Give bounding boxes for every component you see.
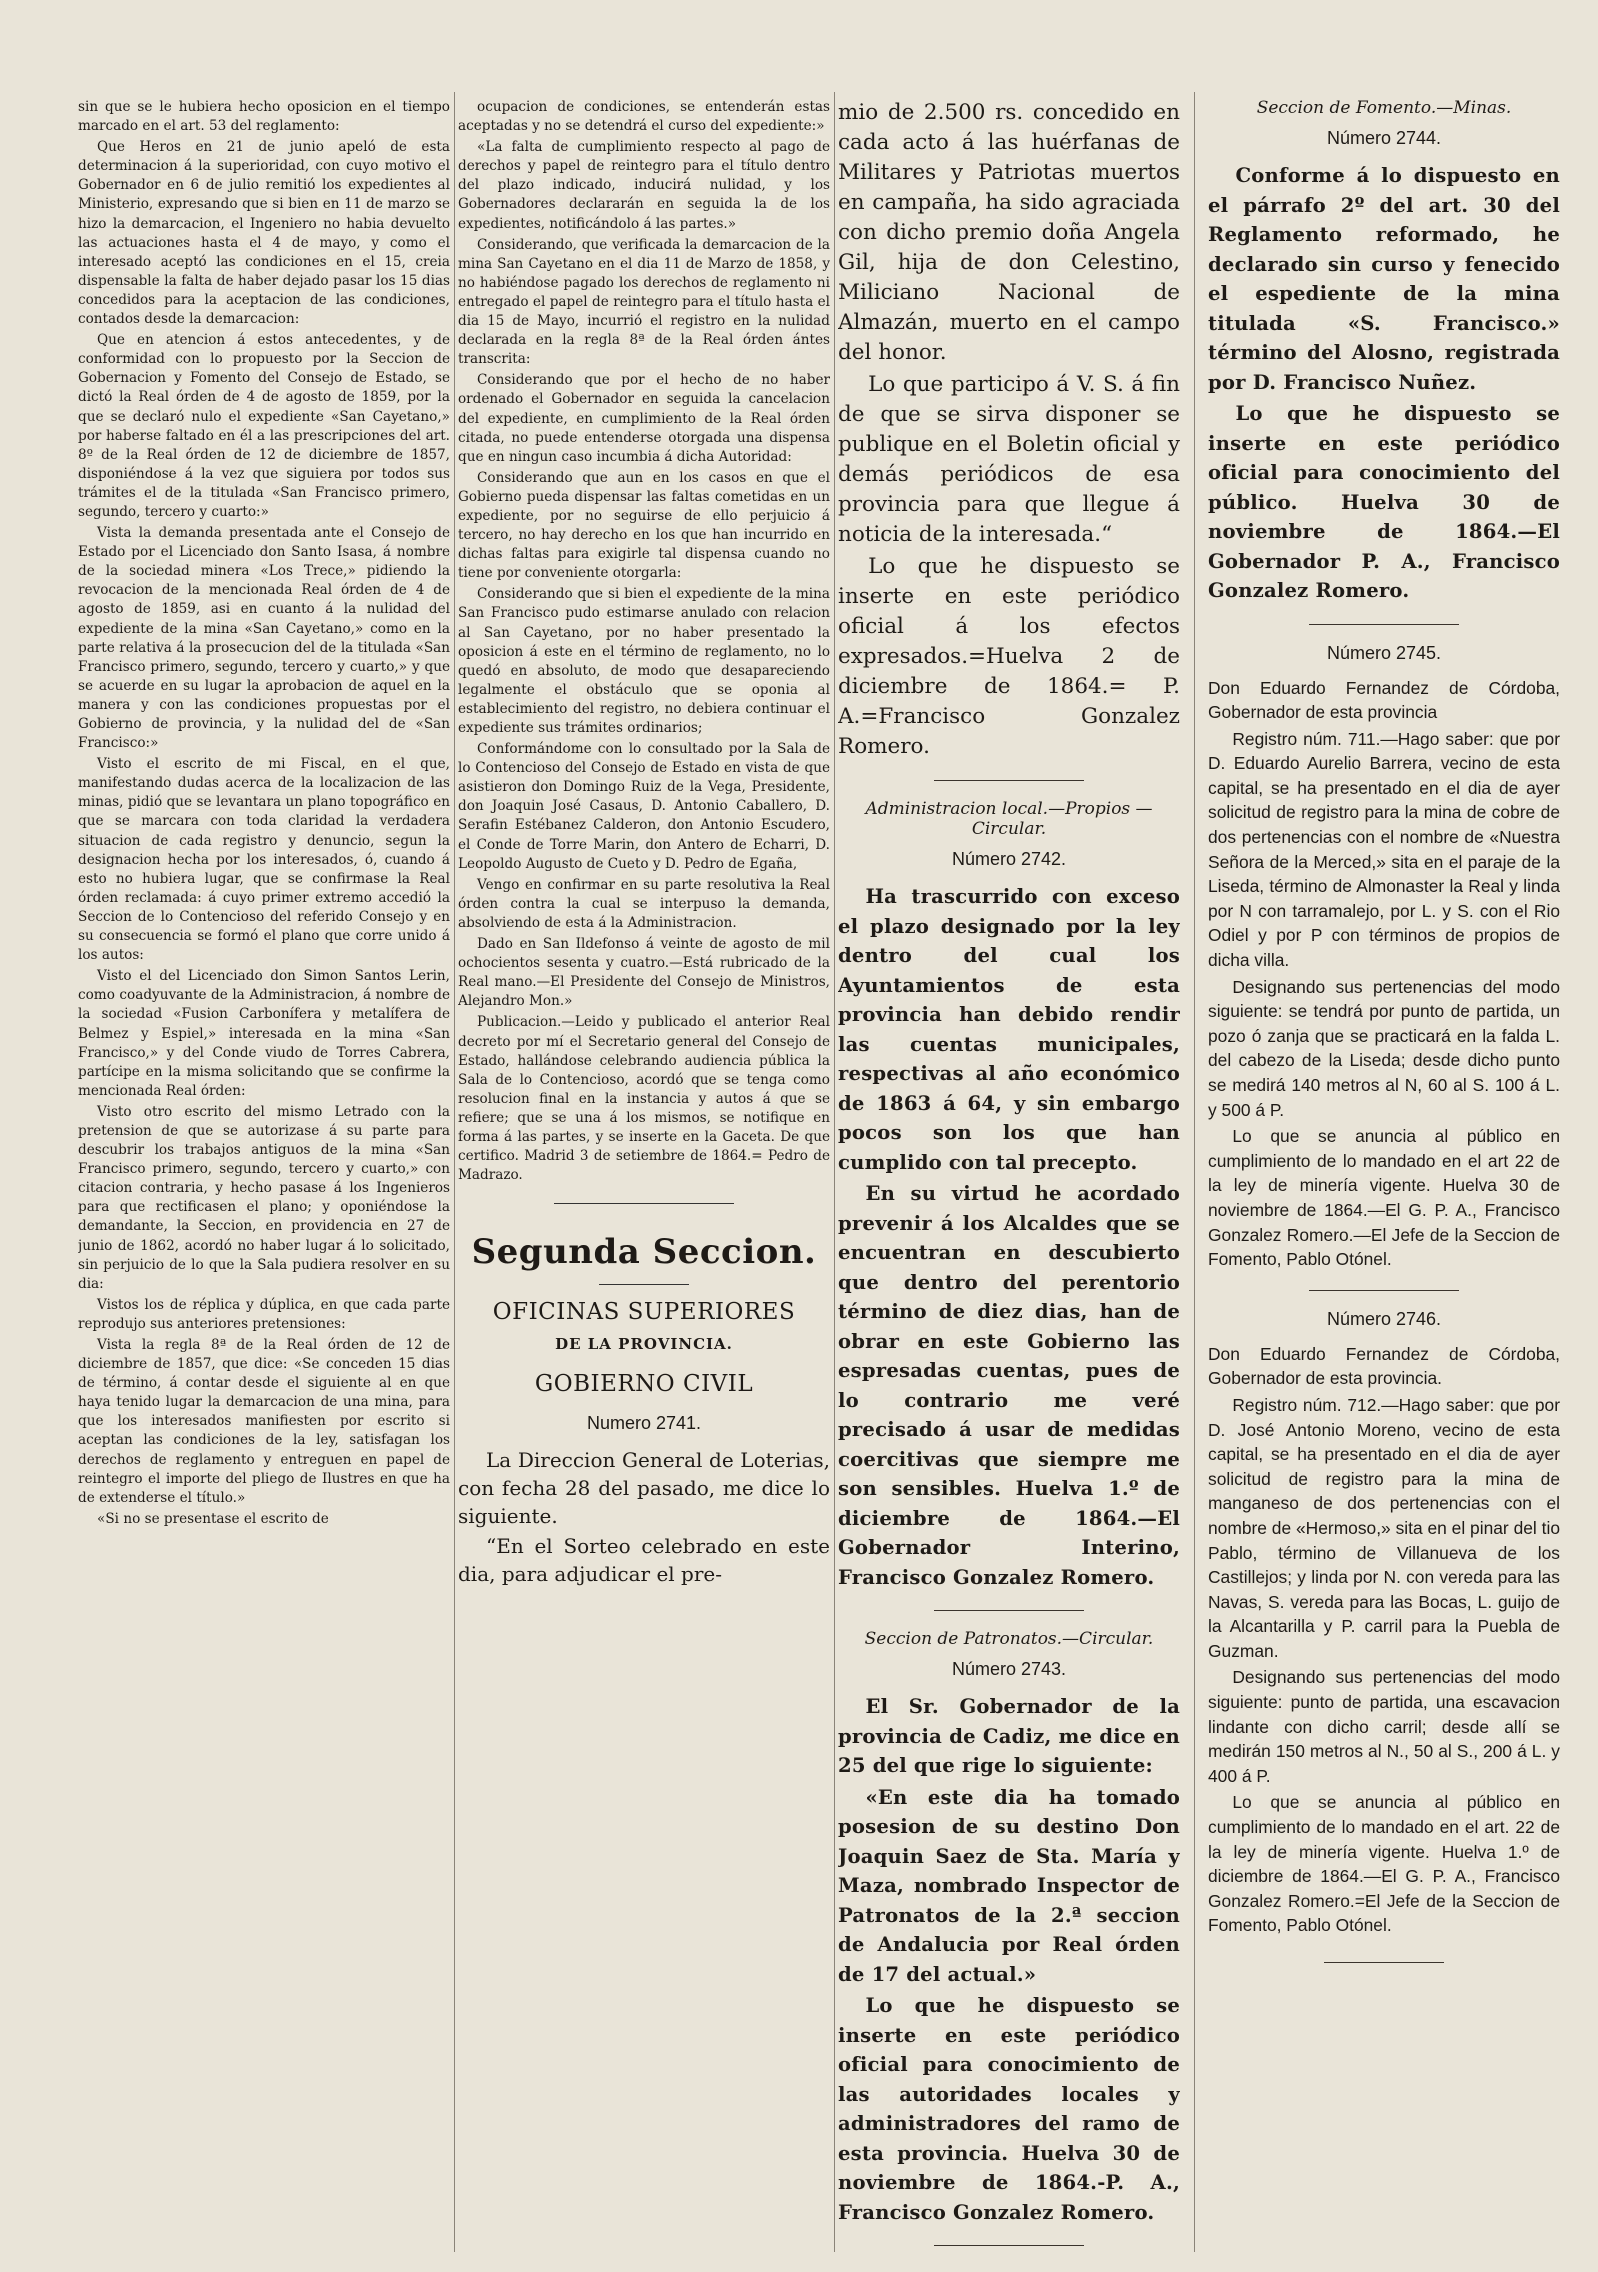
section-title: Segunda Seccion. xyxy=(471,1232,817,1273)
divider xyxy=(934,780,1084,781)
paragraph: Vista la regla 8ª de la Real órden de 12 de diciembre de 1857, que dice: «Se conceden 15 dias de término, á contar desde el siguiente al en que haya tenido lugar la demarcacion de una mina, para que los interesados manifiesten por escrito si aceptan las condiciones de la ley, satisfagan los derechos de reglamento y entreguen en papel de reintegro el importe del pliego de Ilustres en que ha de extenderse el título.» xyxy=(78,1337,450,1506)
paragraph: Lo que participo á V. S. á fin de que se sirva disponer se publique en el Boletin oficial y demás periódicos de esa provincia para que llegue á noticia de la interesada.“ xyxy=(838,372,1180,547)
column-1 xyxy=(78,98,450,2258)
divider xyxy=(1324,1962,1444,1963)
section-heading: Seccion de Fomento.—Minas. xyxy=(1256,98,1512,118)
paragraph: Visto otro escrito del mismo Letrado con la pretension de que se autorizase á su parte para descubrir los trabajos antiguos de la mina «San Francisco primero, segundo, tercero y cuarto,» con citacion contraria, y hecho pasase á los Ingenieros para que rectificasen el plano; y oponiéndose la demandante, la Seccion, en providencia en 27 de junio de 1862, acordó no haber lugar á lo solicitado, sin perjuicio de lo que la Sala pudiera resolver en su dia: xyxy=(78,1103,450,1292)
divider xyxy=(599,1284,689,1285)
column-rule xyxy=(1194,92,1195,2252)
column-3 xyxy=(838,98,1180,2258)
paragraph: Don Eduardo Fernandez de Córdoba, Gobernador de esta provincia xyxy=(1208,677,1560,723)
paragraph: Conformándome con lo consultado por la Sala de lo Contencioso del Consejo de Estado en vista de que asistieron don Domingo Ruiz de la Vega, Presidente, don Joaquin José Casaus, D. Antonio Caballero, D. Serafin Estébanez Calderon, don Antonio Escudero, el Conde de Torre Marin, don Antero de Echarri, D. Leopoldo Augusto de Cueto y D. Pedro de Egaña, xyxy=(458,741,830,872)
section-heading: Seccion de Patronatos.—Circular. xyxy=(864,1629,1154,1649)
notice-number: Número 2746. xyxy=(1326,1308,1442,1329)
paragraph: Visto el del Licenciado don Simon Santos Lerin, como coadyuvante de la Administracion, á nombre de la sociedad «Fusion Carbonífera y metalífera de Belmez y Espiel,» interesada en la mina «San Francisco,» y del Conde viudo de Torres Cabrera, partícipe en la misma solicitando que se confirme la mencionada Real órden: xyxy=(78,968,450,1099)
paragraph: El Sr. Gobernador de la provincia de Cadiz, me dice en 25 del que rige lo siguiente: xyxy=(838,1695,1180,1777)
paragraph: Registro núm. 712.—Hago saber: que por D. José Antonio Moreno, vecino de esta capital, se ha presentado en el dia de ayer solicitud de registro para la mina de manganeso de dos pertenencias con el nombre de «Hermoso,» sita en el pinar del tio Pablo, término de Villanueva de los Castillejos; y linda por N. con vereda para las Navas, S. vereda para las Bocas, L. guijo de la Alcantarilla y P. carril para la Puebla de Guzman. xyxy=(1208,1394,1560,1661)
column-4 xyxy=(1208,98,1560,2258)
paragraph: Lo que se anuncia al público en cumplimiento de lo mandado en el art. 22 de la ley de minería vigente. Huelva 1.º de diciembre de 1864.—El G. P. A., Francisco Gonzalez Romero.=El Jefe de la Seccion de Fomento, Pablo Otónel. xyxy=(1208,1792,1560,1936)
paragraph: ocupacion de condiciones, se entenderán estas aceptadas y no se detendrá el curso del expediente:» xyxy=(458,99,830,135)
notice-number: Numero 2741. xyxy=(586,1413,702,1434)
paragraph: «En este dia ha tomado posesion de su destino Don Joaquin Saez de Sta. María y Maza, nombrado Inspector de Patronatos de la 2.ª seccion de Andalucia por Real órden de 17 del actual.» xyxy=(838,1785,1180,1986)
paragraph: Considerando que si bien el expediente de la mina San Francisco pudo estimarse anulado con relacion al San Cayetano, por no haber presentado la oposicion á este en el término de reglamento, no lo quedó en absoluto, de modo que desapareciendo legalmente el obstáculo que se oponia al establecimiento del registro, no debiera continuar el expediente sus trámites ordinarios; xyxy=(458,586,830,736)
paragraph: Visto el escrito de mi Fiscal, en el que, manifestando dudas acerca de la localizacion de las minas, pidió que se levantara un plano topográfico en que se marcara con toda claridad la verdadera situacion de cada registro y denuncio, segun la designacion hecha por los interesados, ó, cuando á esto no hubiera lugar, que se confirmase la Real órden reclamada: á cuyo primer extremo accedió la Seccion de lo Contencioso del referido Consejo y en su consecuencia se formó el plano que corre unido á los autos: xyxy=(78,756,450,964)
divider xyxy=(1309,624,1459,625)
paragraph: Ha trascurrido con exceso el plazo designado por la ley dentro del cual los Ayuntamientos de esta provincia han debido rendir las cuentas municipales, respectivas al año económico de 1863 á 64, y sin embargo pocos son los que han cumplido con tal precepto. xyxy=(838,885,1180,1174)
section-heading: Administracion local.—Propios —Circular. xyxy=(865,799,1153,839)
paragraph: Que en atencion á estos antecedentes, y de conformidad con lo propuesto por la Seccion de Gobernacion y Fomento del Consejo de Estado, se dictó la Real órden de 4 de agosto de 1859, por la que se declaró nulo el expediente «San Cayetano,» por haberse faltado en él a las prescripciones del art. 8º de la Real órden de 12 de diciembre de 1857, disponiéndose á la vez que siguiera por todos sus trámites el de la titulada «San Francisco primero, segundo, tercero y cuarto:» xyxy=(78,332,450,520)
paragraph: Considerando que aun en los casos en que el Gobierno pueda dispensar las faltas cometidas en un expediente, por no seguirse de ello perjuicio á tercero, no hay derecho en los que han incurrido en dichas faltas para exigirle tal dispensa cuando no tiene por conveniente otorgarla: xyxy=(458,469,830,582)
paragraph: Que Heros en 21 de junio apeló de esta determinacion á la superioridad, con cuyo motivo el Gobernador en 6 de julio remitió los expedientes al Ministerio, expresando que si bien en 11 de marzo se hizo la demarcacion, el Ingeniero no habia devuelto las actuaciones hasta el 4 de mayo, y como el interesado aceptó las condiciones en el 15, creia dispensable la falta de haber dejado pasar los 15 dias concedidos para la aceptacion de las condiciones, contados desde la demarcacion: xyxy=(78,139,450,328)
paragraph: Designando sus pertenencias del modo siguiente: punto de partida, una escavacion lindante con dicho carril; desde allí se medirán 150 metros al N., 50 al S., 200 á L. y 400 á P. xyxy=(1208,1667,1560,1786)
notice-number: Número 2745. xyxy=(1326,642,1442,663)
paragraph: «Si no se presentase el escrito de xyxy=(97,1510,329,1527)
divider xyxy=(934,1610,1084,1611)
paragraph: Vistos los de réplica y dúplica, en que cada parte reprodujo sus anteriores pretensiones: xyxy=(78,1296,450,1332)
column-rule xyxy=(834,92,835,2252)
paragraph: Registro núm. 711.—Hago saber: que por D. Eduardo Aurelio Barrera, vecino de esta capital, se ha presentado en el dia de ayer solicitud de registro para la mina de cobre de dos pertenencias con el nombre de «Nuestra Señora de la Merced,» sita en el paraje de la Liseda, término de Almonaster la Real y linda por N con tarramalejo, por L. y S. con el Rio Odiel y por P con términos de propios de dicha villa. xyxy=(1208,728,1560,971)
government-heading: GOBIERNO CIVIL xyxy=(534,1371,754,1398)
divider xyxy=(934,2245,1084,2246)
paragraph: sin que se le hubiera hecho oposicion en el tiempo marcado en el art. 53 del reglamento: xyxy=(78,99,450,135)
paragraph: «La falta de cumplimiento respecto al pago de derechos y papel de reintegro para el título dentro del plazo indicado, inducirá nulidad, y los Gobernadores declararán en seguida la de los expedientes, notificándolo á las partes.» xyxy=(458,139,830,232)
paragraph: Don Eduardo Fernandez de Córdoba, Gobernador de esta provincia. xyxy=(1208,1343,1560,1389)
notice-number: Número 2742. xyxy=(951,849,1067,869)
province-heading: DE LA PROVINCIA. xyxy=(555,1335,733,1354)
notice-number: Número 2743. xyxy=(951,1659,1067,1679)
paragraph: “En el Sorteo celebrado en este dia, para adjudicar el pre- xyxy=(458,1534,830,1587)
paragraph: Lo que he dispuesto se inserte en este periódico oficial para conocimiento de las autoridades locales y administradores del ramo de esta provincia. Huelva 30 de noviembre de 1864.-P. A., Francisco Gonzalez Romero. xyxy=(838,1994,1180,2224)
paragraph: Lo que he dispuesto se inserte en este periódico oficial para conocimiento del público. Huelva 30 de noviembre de 1864.—El Gobernador P. A., Francisco Gonzalez Romero. xyxy=(1208,402,1560,602)
divider xyxy=(554,1203,734,1204)
notice-number: Número 2744. xyxy=(1326,128,1442,148)
paragraph: Considerando, que verificada la demarcacion de la mina San Cayetano en el dia 11 de Marzo de 1858, y no habiéndose pagado los derechos de reglamento ni entregado el papel de reintegro para el título hasta el dia 15 de Mayo, incurrió el registro en la nulidad declarada en la regla 8ª de la Real órden ántes transcrita: xyxy=(458,236,830,368)
paragraph: Lo que he dispuesto se inserte en este periódico oficial á los efectos expresados.=Huelva 2 de diciembre de 1864.= P. A.=Francisco Gonzalez Romero. xyxy=(838,554,1180,759)
paragraph: En su virtud he acordado prevenir á los Alcaldes que se encuentran en descubierto que dentro del perentorio término de diez dias, han de obrar en este Gobierno las espresadas cuentas, pues de lo contrario me veré precisado á usar de medidas coercitivas que siempre me son sensibles. Huelva 1.º de diciembre de 1864.—El Gobernador Interino, Francisco Gonzalez Romero. xyxy=(838,1182,1180,1589)
office-heading: OFICINAS SUPERIORES xyxy=(492,1299,796,1326)
paragraph: mio de 2.500 rs. concedido en cada acto á las huérfanas de Militares y Patriotas muertos en campaña, ha sido agraciada con dicho premio doña Angela Gil, hija de don Celestino, Miliciano Nacional de Almazán, muerto en el campo del honor. xyxy=(838,100,1180,365)
paragraph: Dado en San Ildefonso á veinte de agosto de mil ochocientos sesenta y cuatro.—Está rubricado de la Real mano.—El Presidente del Consejo de Ministros, Alejandro Mon.» xyxy=(458,936,830,1010)
column-rule xyxy=(454,92,455,2252)
paragraph: Vengo en confirmar en su parte resolutiva la Real órden contra la cual se interpuso la demanda, absolviendo de esta á la Administracion. xyxy=(458,876,830,931)
paragraph: Publicacion.—Leido y publicado el anterior Real decreto por mí el Secretario general del Consejo de Estado, hallándose celebrando audiencia pública la Sala de lo Contencioso, acordó que se tenga como resolucion final en la instancia y autos á que se refiere; que se una á los mismos, se notifique en forma á las partes, y se inserte en la Gaceta. De que certifico. Madrid 3 de setiembre de 1864.= Pedro de Madrazo. xyxy=(458,1014,830,1184)
paragraph: Designando sus pertenencias del modo siguiente: se tendrá por punto de partida, un pozo ó zanja que se practicará en la falda L. del cabezo de la Liseda; desde dicho punto se medirá 140 metros al N, 60 al S. 100 á L. y 500 á P. xyxy=(1208,976,1560,1120)
paragraph: Vista la demanda presentada ante el Consejo de Estado por el Licenciado don Santo Isasa, á nombre de la sociedad minera «Los Trece,» pidiendo la revocacion de la mencionada Real órden de 4 de agosto de 1859, asi en cuanto á la nulidad del expediente de la mina «San Cayetano,» como en la parte relativa á la prosecucion del de la titulada «San Francisco primero, segundo, tercero y cuarto,» y que se acuerde en su lugar la aprobacion de aquel en la manera y con las condiciones propuestas por el Gobierno de provincia, y la nulidad del de «San Francisco:» xyxy=(78,525,450,752)
divider xyxy=(1309,1290,1459,1291)
paragraph: La Direccion General de Loterias, con fecha 28 del pasado, me dice lo siguiente. xyxy=(458,1448,830,1529)
paragraph: Considerando que por el hecho de no haber ordenado el Gobernador en seguida la cancelacion del expediente, en cumplimiento de la Real órden citada, no puede entenderse otorgada una dispensa que en ningun caso incumbia á dicha Autoridad: xyxy=(458,372,830,465)
paragraph: Conforme á lo dispuesto en el párrafo 2º del art. 30 del Reglamento reformado, he declarado sin curso y fenecido el espediente de la mina titulada «S. Francisco.» término del Alosno, registrada por D. Francisco Nuñez. xyxy=(1208,164,1560,394)
paragraph: Lo que se anuncia al público en cumplimiento de lo mandado en el art 22 de la ley de minería vigente. Huelva 30 de noviembre de 1864.—El G. P. A., Francisco Gonzalez Romero.—El Jefe de la Seccion de Fomento, Pablo Otónel. xyxy=(1208,1126,1560,1270)
column-2 xyxy=(458,98,830,2258)
